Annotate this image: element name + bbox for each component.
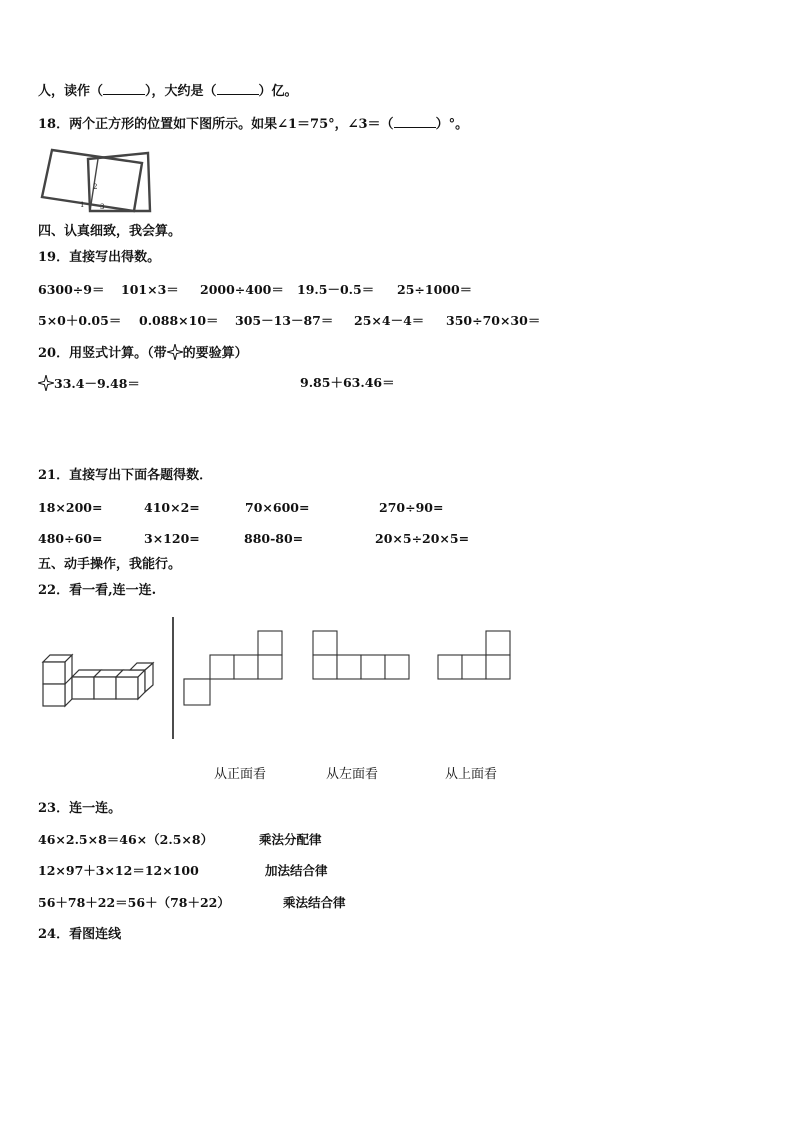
q19-title: 19．直接写出得数。 <box>38 250 161 265</box>
q20-problem-1-text: 33.4－9.48＝ <box>54 376 140 391</box>
q23-left-1[interactable]: 46×2.5×8＝46×（2.5×8） <box>38 832 214 847</box>
q17-line <box>38 83 298 100</box>
q23-title: 23．连一连。 <box>38 801 122 816</box>
q24-title: 24．看图连线 <box>38 927 122 942</box>
q17-text-c: ）亿。 <box>258 84 298 99</box>
caption-front-view[interactable]: 从正面看 <box>214 767 267 782</box>
q17-blank-2[interactable] <box>217 83 259 95</box>
view-shape-1[interactable] <box>180 628 290 710</box>
q22-title: 22．看一看,连一连. <box>38 583 157 598</box>
q17-text-b: ），大约是（ <box>145 84 217 99</box>
q19-r2-c1: 5×0＋0.05＝ <box>38 313 122 328</box>
q23-right-1[interactable]: 乘法分配律 <box>259 832 322 847</box>
q20-title-a: 20．用竖式计算。（带 <box>38 346 167 361</box>
caption-left-view[interactable]: 从左面看 <box>326 767 379 782</box>
q19-r1-c4: 19.5－0.5＝ <box>297 282 375 297</box>
section-4-heading: 四、认真细致，我会算。 <box>38 224 182 239</box>
q21-title: 21．直接写出下面各题得数． <box>38 468 213 483</box>
view-shape-2[interactable] <box>308 628 418 688</box>
q19-r2-c5: 350÷70×30＝ <box>446 313 541 328</box>
q17-blank-1[interactable] <box>103 83 145 95</box>
four-point-star-icon <box>167 344 183 360</box>
q18-text-b: ）°。 <box>435 117 469 132</box>
q23-left-2[interactable]: 12×97＋3×12＝12×100 <box>38 863 199 878</box>
q18-blank[interactable] <box>394 116 436 128</box>
q19-r2-c3: 305－13－87＝ <box>235 313 334 328</box>
divider-line <box>168 615 180 743</box>
q21-r2-c2: 3×120= <box>144 531 200 546</box>
q23-left-3[interactable]: 56＋78＋22＝56＋（78＋22） <box>38 895 230 910</box>
angle-label-2: 2 <box>93 183 98 191</box>
section-5-heading: 五、动手操作，我能行。 <box>38 557 182 572</box>
q21-r1-c1: 18×200= <box>38 500 103 515</box>
q17-text-a: 人，读作（ <box>38 84 104 99</box>
q19-r1-c5: 25÷1000＝ <box>397 282 473 297</box>
q19-r1-c1: 6300÷9＝ <box>38 282 105 297</box>
caption-top-view[interactable]: 从上面看 <box>445 767 498 782</box>
q19-r2-c2: 0.088×10＝ <box>139 313 219 328</box>
q21-r1-c3: 70×600= <box>245 500 310 515</box>
q18-line <box>38 116 468 133</box>
q20-title-b: 的要验算） <box>182 346 248 361</box>
q21-r2-c4: 20×5÷20×5= <box>375 531 470 546</box>
q20-title <box>38 344 248 362</box>
cube-stack-3d-figure <box>38 615 178 715</box>
q20-problem-2: 9.85＋63.46＝ <box>300 375 395 390</box>
q19-r2-c4: 25×4－4＝ <box>354 313 425 328</box>
q19-r1-c3: 2000÷400＝ <box>200 282 284 297</box>
q20-problem-1 <box>38 375 140 392</box>
q19-r1-c2: 101×3＝ <box>121 282 179 297</box>
angle-label-1: 1 <box>80 201 85 209</box>
q18-text-a: 18．两个正方形的位置如下图所示。如果∠1＝75°，∠3＝（ <box>38 117 394 132</box>
four-point-star-icon <box>38 375 54 391</box>
q21-r1-c2: 410×2= <box>144 500 200 515</box>
angle-label-3: 3 <box>100 203 105 211</box>
q23-right-3[interactable]: 乘法结合律 <box>283 895 346 910</box>
q21-r1-c4: 270÷90= <box>379 500 444 515</box>
q21-r2-c3: 880-80= <box>244 531 304 546</box>
two-squares-figure <box>38 145 154 215</box>
q21-r2-c1: 480÷60= <box>38 531 103 546</box>
view-shape-3[interactable] <box>432 628 517 688</box>
q23-right-2[interactable]: 加法结合律 <box>265 863 328 878</box>
